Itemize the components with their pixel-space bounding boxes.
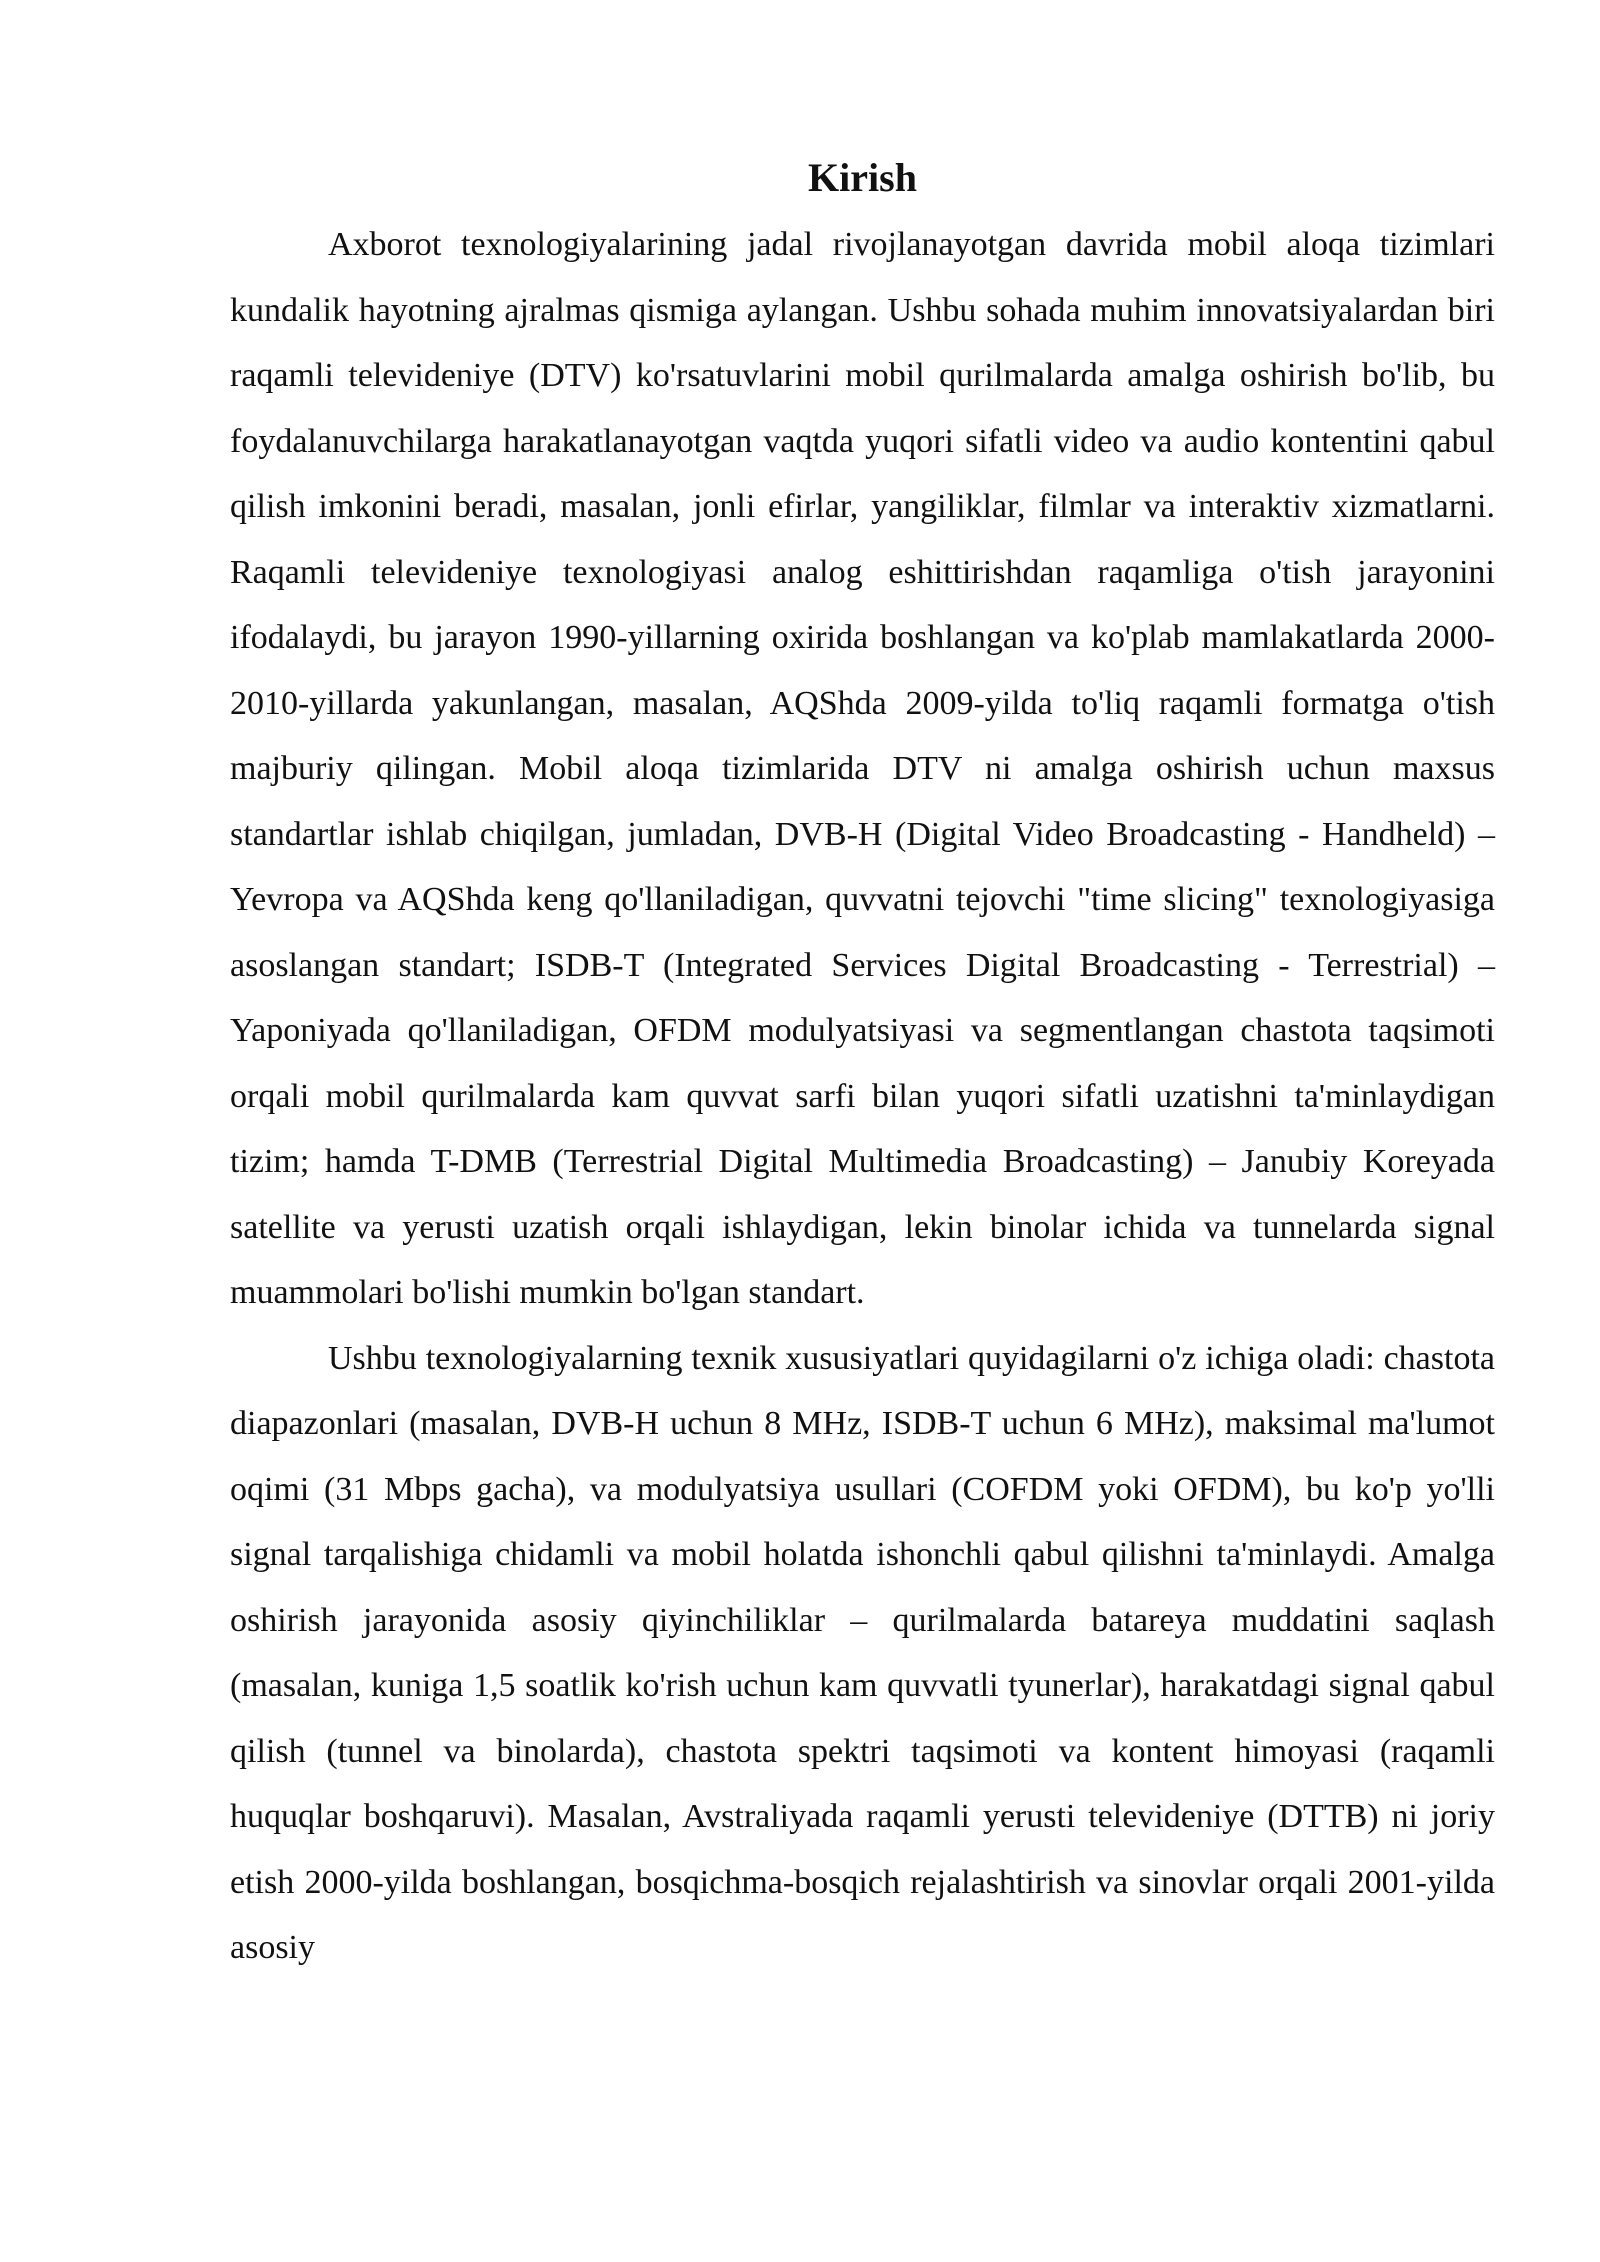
page-content	[230, 148, 1495, 1981]
page-title: Kirish	[808, 155, 917, 200]
paragraph-intro: Axborot texnologiyalarining jadal rivojlanayotgan davrida mobil aloqa tizimlari kundalik hayotning ajralmas qismiga aylangan. Ushbu sohada muhim innovatsiyalardan biri raqamli televideniye (DTV) ko'rsatuvlarini mobil qurilmalarda amalga oshirish bo'lib, bu foydalanuvchilarga harakatlanayotgan vaqtda yuqori sifatli video va audio kontentini qabul qilish imkonini beradi, masalan, jonli efirlar, yangiliklar, filmlar va interaktiv xizmatlarni. Raqamli televideniye texnologiyasi analog eshittirishdan raqamliga o'tish jarayonini ifodalaydi, bu jarayon 1990-yillarning oxirida boshlangan va ko'plab mamlakatlarda 2000-2010-yillarda yakunlangan, masalan, AQShda 2009-yilda to'liq raqamli formatga o'tish majburiy qilingan. Mobil aloqa tizimlarida DTV ni amalga oshirish uchun maxsus standartlar ishlab chiqilgan, jumladan, DVB-H (Digital Video Broadcasting - Handheld) – Yevropa va AQShda keng qo'llaniladigan, quvvatni tejovchi "time slicing" texnologiyasiga asoslangan standart; ISDB-T (Integrated Services Digital Broadcasting - Terrestrial) – Yaponiyada qo'llaniladigan, OFDM modulyatsiyasi va segmentlangan chastota taqsimoti orqali mobil qurilmalarda kam quvvat sarfi bilan yuqori sifatli uzatishni ta'minlaydigan tizim; hamda T-DMB (Terrestrial Digital Multimedia Broadcasting) – Janubiy Koreyada satellite va yerusti uzatish orqali ishlaydigan, lekin binolar ichida va tunnelarda signal muammolari bo'lishi mumkin bo'lgan standart.	[230, 226, 1495, 1311]
paragraph-technical-features: Ushbu texnologiyalarning texnik xususiyatlari quyidagilarni o'z ichiga oladi: chastota diapazonlari (masalan, DVB-H uchun 8 MHz, ISDB-T uchun 6 MHz), maksimal ma'lumot oqimi (31 Mbps gacha), va modulyatsiya usullari (COFDM yoki OFDM), bu ko'p yo'lli signal tarqalishiga chidamli va mobil holatda ishonchli qabul qilishni ta'minlaydi. Amalga oshirish jarayonida asosiy qiyinchiliklar – qurilmalarda batareya muddatini saqlash (masalan, kuniga 1,5 soatlik ko'rish uchun kam quvvatli tyunerlar), harakatdagi signal qabul qilish (tunnel va binolarda), chastota spektri taqsimoti va kontent himoyasi (raqamli huquqlar boshqaruvi). Masalan, Avstraliyada raqamli yerusti televideniye (DTTB) ni joriy etish 2000-yilda boshlangan, bosqichma-bosqich rejalashtirish va sinovlar orqali 2001-yilda asosiy	[230, 1339, 1495, 1966]
